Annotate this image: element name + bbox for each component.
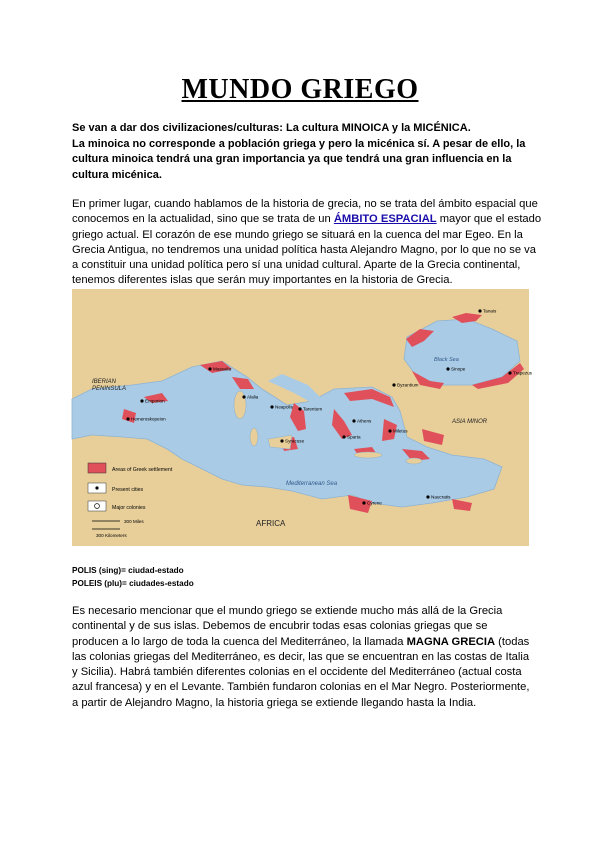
label-black-sea: Black Sea bbox=[434, 357, 459, 363]
intro-paragraph bbox=[72, 121, 542, 183]
city-marker bbox=[298, 407, 301, 410]
label-iberia-2: PENINSULA bbox=[92, 386, 127, 392]
page-title: MUNDO GRIEGO bbox=[181, 74, 419, 105]
city-label: Sinope bbox=[451, 366, 466, 372]
city-marker bbox=[352, 419, 355, 422]
city-label: Cyrene bbox=[367, 500, 382, 506]
city-label: Byzantium bbox=[397, 382, 419, 388]
legend-item-major-colonies: Major colonies bbox=[112, 505, 146, 511]
legend-item-present-cities: Present cities bbox=[112, 487, 144, 493]
city-marker bbox=[508, 371, 511, 374]
p1-text-after: mayor que el estado griego actual. El corazón de ese mundo griego se situará en la cuenca del mar Egeo. En la Grecia Antigua, no tendremos una unidad política hasta Alejandro Magno, por lo que no se va a constituir una unidad política pero sí una unidad cultural. Aparte de la Grecia continental, tenemos diferentes islas que serán muy importantes en la historia de Grecia. bbox=[72, 213, 542, 287]
legend-item-greek-areas: Areas of Greek settlement bbox=[112, 467, 173, 473]
legend-scale-km: 300 Kilometers bbox=[96, 533, 127, 538]
city-marker bbox=[126, 417, 129, 420]
magna-grecia-term: MAGNA GRECIA bbox=[406, 635, 496, 648]
intro-line-2: La minoica no corresponde a población griega y pero la micénica sí. A pesar de ello, la cultura minoica tendrá una gran importancia ya que tendrá una gran influencia en la cultura micénica. bbox=[72, 137, 526, 181]
city-marker bbox=[388, 429, 391, 432]
label-africa: AFRICA bbox=[256, 519, 286, 528]
city-label: Neapolis bbox=[275, 404, 293, 410]
city-label: Tarentum bbox=[303, 406, 323, 412]
black-sea bbox=[404, 319, 520, 385]
city-label: Alalia bbox=[247, 394, 259, 400]
city-marker bbox=[280, 439, 283, 442]
city-marker bbox=[446, 367, 449, 370]
p1-text-before: En primer lugar, cuando hablamos de la historia de grecia, no se trata del ámbito espacial que conocemos en la actualidad, sino que se trata de un bbox=[72, 198, 538, 226]
map-legend bbox=[88, 463, 173, 538]
city-marker bbox=[426, 495, 429, 498]
city-label: Trapezus bbox=[513, 370, 532, 376]
city-label: Tanais bbox=[483, 308, 497, 314]
city-label: Sparta bbox=[347, 434, 361, 440]
p2-text-1: Es necesario mencionar que el mundo griego se extiende mucho más allá de la Grecia continental y de sus islas. Debemos de encubrir todas esas colonias griegas que se producen a lo largo de toda la cuenca del Mediterráneo, la llamada bbox=[72, 605, 503, 648]
ambito-espacial-link[interactable]: ÁMBITO ESPACIAL bbox=[333, 213, 437, 226]
city-label: Naucratis bbox=[431, 494, 451, 500]
greek-world-map bbox=[72, 289, 532, 546]
city-marker bbox=[342, 435, 345, 438]
city-marker bbox=[478, 309, 481, 312]
note-polis-plu: POLEIS (plu)= ciudades-estado bbox=[72, 578, 194, 588]
city-marker bbox=[362, 501, 365, 504]
city-label: Massalia bbox=[213, 366, 232, 372]
label-iberia-1: IBERIAN bbox=[92, 379, 117, 385]
paragraph-ambito bbox=[72, 197, 542, 289]
paragraph-magna-grecia bbox=[72, 604, 532, 711]
city-label: Syracuse bbox=[285, 438, 305, 444]
polis-notes bbox=[72, 565, 194, 590]
city-marker bbox=[208, 367, 211, 370]
city-marker bbox=[242, 395, 245, 398]
legend-scale-miles: 300 Miles bbox=[124, 519, 144, 524]
p2-text-2: (todas las colonias griegas del Mediterráneo, es decir, las que se encuentran en las costas de Italia y Sicilia). Habrá también diferentes colonias en el occidente del Mediterráneo (actual costa azul francesa) y en el Levante. También fundaron colonias en el Mar Negro. Posteriormente, a partir de Alejandro Magno, la historia griega se extiende llegando hasta la India. bbox=[72, 635, 530, 709]
city-marker bbox=[140, 399, 143, 402]
note-polis-sing: POLIS (sing)= ciudad-estado bbox=[72, 566, 184, 575]
label-asia-minor: ASIA MINOR bbox=[452, 419, 488, 425]
city-label: Miletus bbox=[393, 428, 408, 434]
intro-line-1: Se van a dar dos civilizaciones/culturas: La cultura MINOICA y la MICÉNICA. bbox=[72, 122, 471, 134]
label-mediterranean: Mediterranean Sea bbox=[286, 481, 338, 487]
city-label: Athens bbox=[357, 418, 372, 424]
city-label: Emporion bbox=[145, 398, 165, 404]
city-label: Hemeroskopeion bbox=[131, 416, 166, 422]
city-marker bbox=[270, 405, 273, 408]
city-marker bbox=[392, 383, 395, 386]
